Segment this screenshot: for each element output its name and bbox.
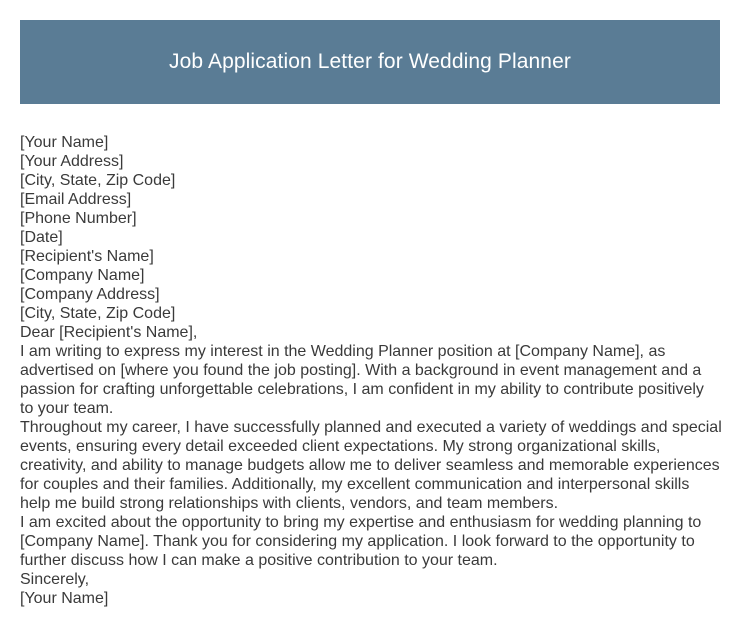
paragraph-line: passion for crafting unforgettable celebrations, I am confident in my ability to contribute positively (20, 381, 704, 398)
paragraph-line: to your team. (20, 400, 114, 417)
sender-address: [Your Address] (20, 153, 124, 170)
sender-phone: [Phone Number] (20, 210, 137, 227)
paragraph-line: help me build strong relationships with clients, vendors, and team members. (20, 495, 559, 512)
paragraph-line: events, ensuring every detail exceeded client expectations. My strong organizational skills, (20, 438, 661, 455)
company-address: [Company Address] (20, 286, 160, 303)
paragraph-line: Throughout my career, I have successfully planned and executed a variety of weddings and special (20, 419, 722, 436)
signature-name: [Your Name] (20, 590, 109, 607)
letter-body (20, 133, 726, 608)
paragraph-line: advertised on [where you found the job posting]. With a background in event management and a (20, 362, 702, 379)
paragraph-line: creativity, and ability to manage budgets allow me to deliver seamless and memorable experiences (20, 457, 720, 474)
recipient-name: [Recipient's Name] (20, 248, 154, 265)
sender-name: [Your Name] (20, 134, 109, 151)
closing: Sincerely, (20, 571, 90, 588)
page-title: Job Application Letter for Wedding Planner (169, 50, 571, 73)
sender-email: [Email Address] (20, 191, 132, 208)
paragraph-line: further discuss how I can make a positive contribution to your team. (20, 552, 498, 569)
company-name: [Company Name] (20, 267, 145, 284)
paragraph-line: [Company Name]. Thank you for considering my application. I look forward to the opportunity to (20, 533, 695, 550)
paragraph-line: I am excited about the opportunity to bring my expertise and enthusiasm for wedding planning to (20, 514, 702, 531)
paragraph-line: I am writing to express my interest in the Wedding Planner position at [Company Name], as (20, 343, 666, 360)
company-city-state-zip: [City, State, Zip Code] (20, 305, 176, 322)
paragraph-closing (20, 513, 726, 570)
paragraph-experience (20, 418, 726, 513)
paragraph-interest (20, 342, 726, 418)
letter-date: [Date] (20, 229, 63, 246)
salutation: Dear [Recipient's Name], (20, 324, 198, 341)
title-banner (20, 20, 720, 104)
paragraph-line: for couples and their families. Additionally, my excellent communication and interpersonal skills (20, 476, 690, 493)
sender-city-state-zip: [City, State, Zip Code] (20, 172, 176, 189)
